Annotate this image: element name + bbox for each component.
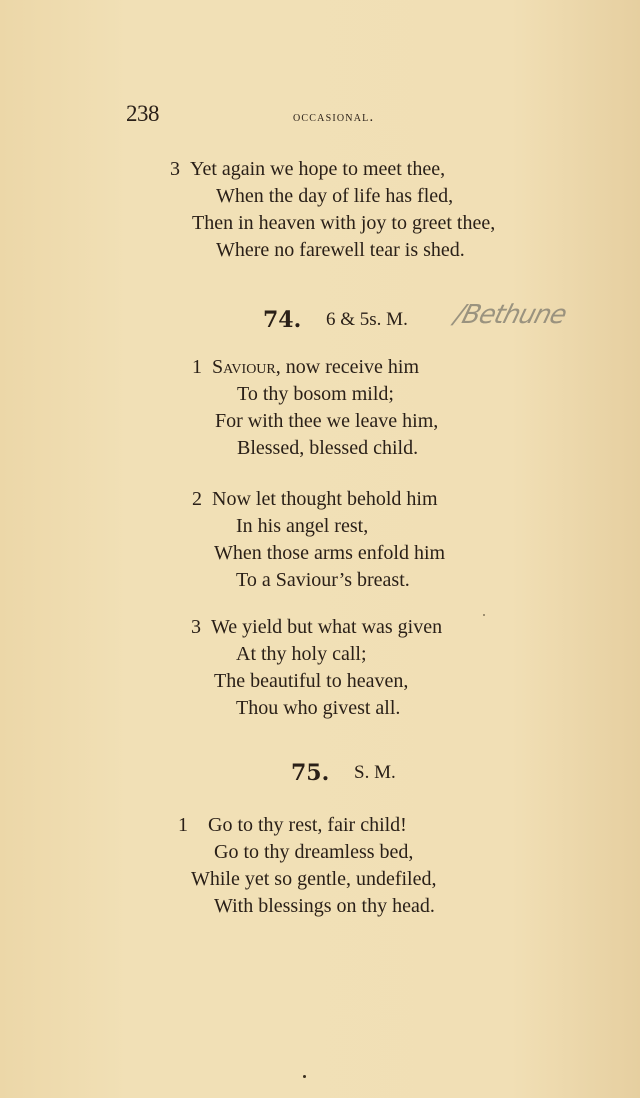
stanza-line: 1 Go to thy rest, fair child! <box>178 814 407 836</box>
hymn-meter: S. M. <box>354 762 396 783</box>
paper-speck <box>483 614 485 616</box>
stanza-line: 1 Saviour, now receive him <box>192 356 420 378</box>
stanza-number: 3 <box>170 158 180 180</box>
stanza-line: While yet so gentle, undefiled, <box>191 868 437 890</box>
stanza-number: 1 <box>178 814 188 836</box>
stanza-line: To a Saviour’s breast. <box>236 569 410 591</box>
stanza-line: Where no farewell tear is shed. <box>216 239 465 261</box>
stanza-line: With blessings on thy head. <box>214 895 435 917</box>
stanza-line: For with thee we leave him, <box>215 410 439 432</box>
stanza-line: In his angel rest, <box>236 515 369 537</box>
stanza-line: When the day of life has fled, <box>216 185 454 207</box>
first-word: Saviour <box>212 356 276 378</box>
stanza-line: The beautiful to heaven, <box>214 670 409 692</box>
hymn-number: 75. <box>291 760 330 786</box>
pencil-annotation: /Bethune <box>450 300 570 330</box>
hymn-meter: 6 & 5s. M. <box>326 309 408 330</box>
stanza-line: 3 We yield but what was given <box>191 616 443 638</box>
stanza-number: 2 <box>192 488 202 510</box>
stanza-line: 2 Now let thought behold him <box>192 488 438 510</box>
stanza-number: 3 <box>191 616 201 638</box>
stanza-line: To thy bosom mild; <box>237 383 394 405</box>
page-number: 238 <box>126 101 159 126</box>
stanza-number: 1 <box>192 356 202 378</box>
stanza-line: When those arms enfold him <box>214 542 446 564</box>
stanza-line: Then in heaven with joy to greet thee, <box>192 212 496 234</box>
stanza-line: Blessed, blessed child. <box>237 437 419 459</box>
stanza-line: Thou who givest all. <box>236 697 401 719</box>
stanza-line: Go to thy dreamless bed, <box>214 841 414 863</box>
hymn-number: 74. <box>263 307 302 333</box>
running-head: occasional. <box>293 109 375 125</box>
paper-speck <box>303 1075 306 1078</box>
stanza-line: 3 Yet again we hope to meet thee, <box>170 158 446 180</box>
stanza-line: At thy holy call; <box>236 643 367 665</box>
